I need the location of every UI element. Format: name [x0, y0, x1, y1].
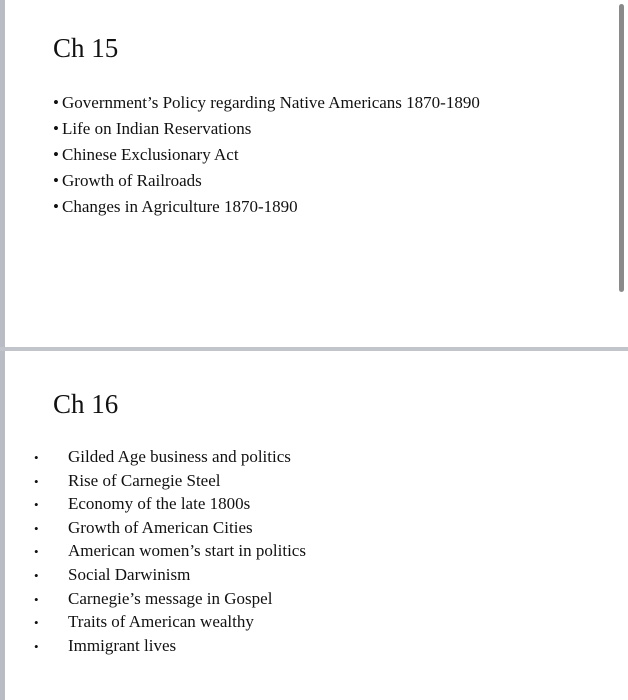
bullet-icon: • — [34, 544, 39, 560]
topic-text: Growth of Railroads — [62, 171, 202, 190]
list-item — [34, 470, 306, 494]
topic-text: Government’s Policy regarding Native Americans 1870-1890 — [62, 93, 480, 112]
topic-text: Social Darwinism — [68, 564, 191, 584]
list-item — [53, 142, 480, 168]
bullet-icon: • — [53, 171, 59, 190]
chapter-15-topic-list — [53, 90, 480, 220]
list-item — [34, 446, 306, 470]
bullet-icon: • — [34, 591, 39, 607]
list-item — [34, 588, 306, 612]
list-item — [34, 611, 306, 635]
bullet-icon: • — [34, 615, 39, 631]
list-item — [53, 90, 480, 116]
topic-text: Traits of American wealthy — [68, 612, 254, 632]
bullet-icon: • — [34, 520, 39, 536]
list-item — [34, 564, 306, 588]
topic-text: Immigrant lives — [68, 635, 177, 655]
bullet-icon: • — [34, 450, 39, 465]
chapter-16-topic-list — [34, 446, 306, 658]
list-item — [34, 635, 306, 659]
bullet-icon: • — [53, 93, 59, 112]
topic-text: American women’s start in politics — [68, 541, 306, 561]
topic-text: Gilded Age business and politics — [68, 447, 291, 466]
list-item — [34, 493, 306, 517]
topic-text: Carnegie’s message in Gospel — [68, 588, 273, 608]
vertical-scrollbar[interactable] — [619, 4, 624, 292]
chapter-16-title: Ch 16 — [53, 389, 119, 419]
list-item — [34, 540, 306, 564]
bullet-icon: • — [34, 497, 39, 513]
slide-chapter-15 — [5, 0, 619, 347]
topic-text: Growth of American Cities — [68, 517, 253, 537]
list-item — [34, 517, 306, 541]
chapter-15-title: Ch 15 — [53, 33, 119, 63]
list-item — [53, 116, 480, 142]
topic-text: Changes in Agriculture 1870-1890 — [62, 197, 298, 216]
bullet-icon: • — [34, 567, 39, 583]
slide-chapter-16 — [5, 351, 628, 700]
list-item — [53, 194, 480, 220]
topic-text: Chinese Exclusionary Act — [62, 145, 239, 164]
bullet-icon: • — [53, 145, 59, 164]
list-item — [53, 168, 480, 194]
bullet-icon: • — [34, 638, 39, 654]
topic-text: Economy of the late 1800s — [68, 494, 251, 514]
bullet-icon: • — [53, 197, 59, 216]
bullet-icon: • — [34, 473, 39, 489]
topic-text: Rise of Carnegie Steel — [68, 470, 221, 490]
bullet-icon: • — [53, 119, 59, 138]
topic-text: Life on Indian Reservations — [62, 119, 252, 138]
